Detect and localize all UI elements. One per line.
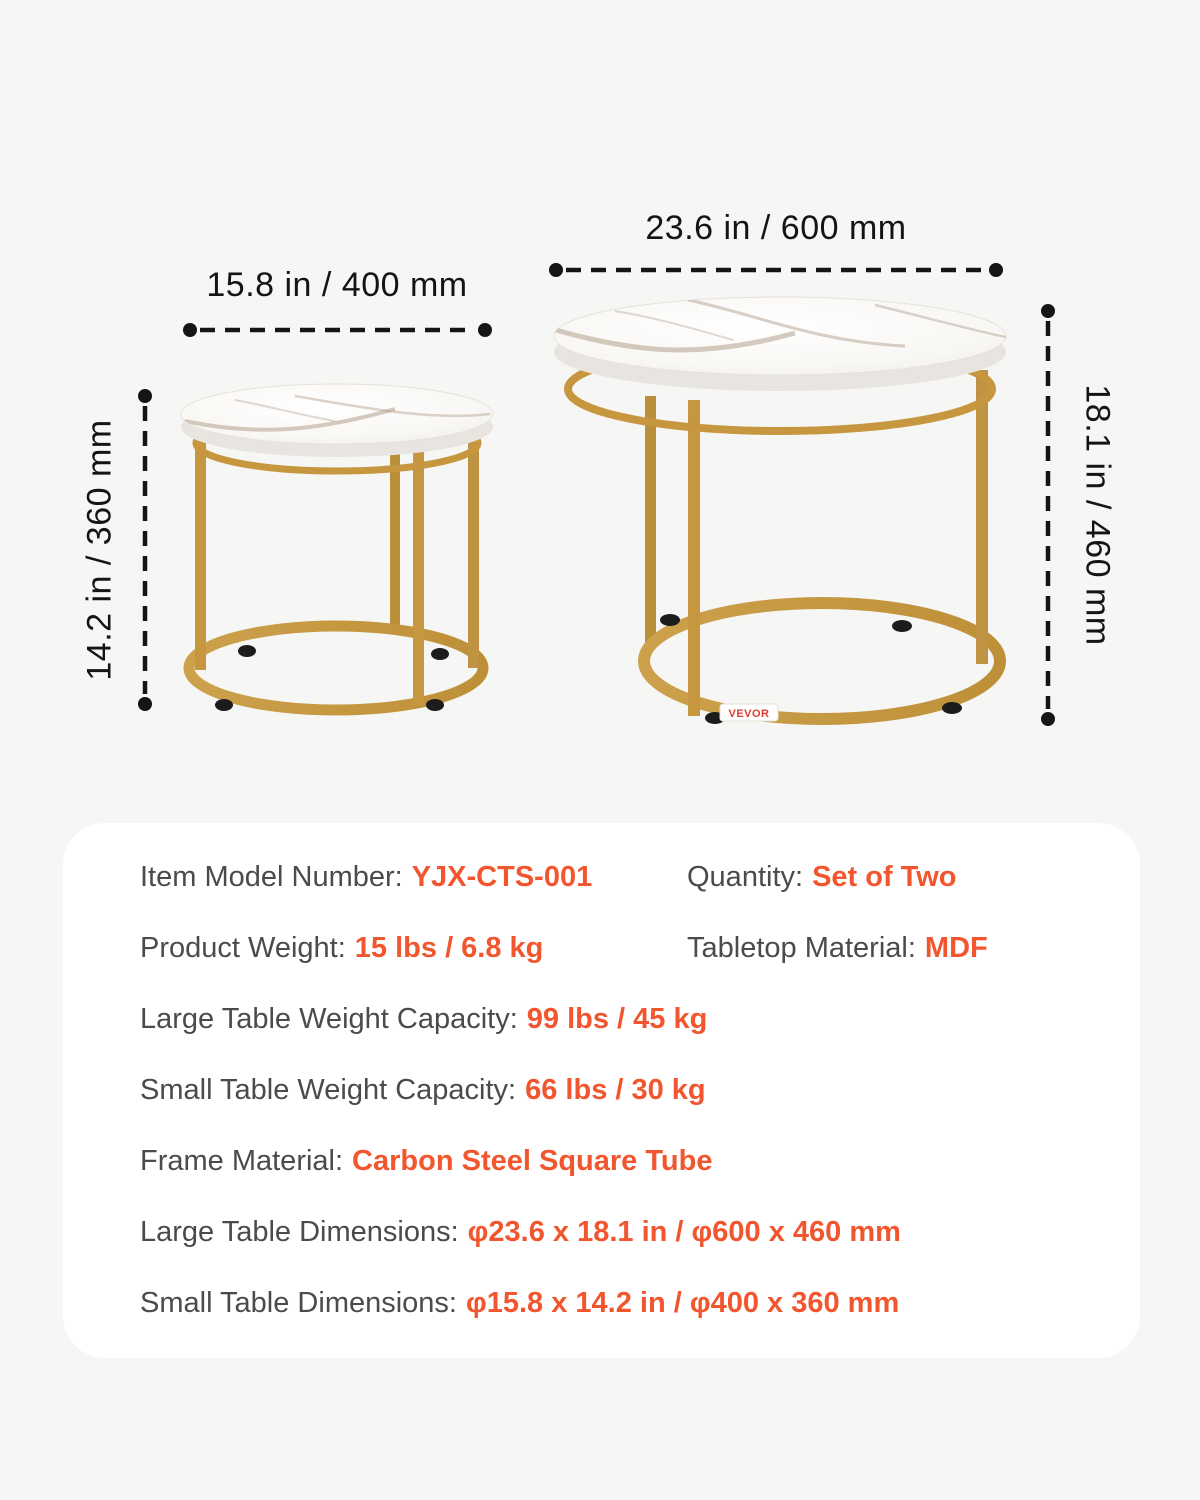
spec-value: 15 lbs / 6.8 kg (354, 932, 544, 964)
small-tabletop (181, 384, 493, 444)
spec-panel (63, 823, 1140, 1358)
spec-value: 66 lbs / 30 kg (525, 1074, 706, 1106)
spec-item-tabletop-material (687, 930, 988, 966)
small-table (181, 384, 493, 711)
spec-value: MDF (924, 932, 988, 964)
spec-item-small-capacity (140, 1072, 706, 1108)
spec-label: Large Table Weight Capacity: (140, 1003, 518, 1035)
small-table-foot (426, 699, 444, 711)
spec-item-product-weight (140, 930, 687, 966)
spec-label: Tabletop Material: (687, 932, 916, 964)
small-table-leg-left (195, 436, 206, 670)
small-table-base-ring (189, 626, 483, 710)
spec-value: φ15.8 x 14.2 in / φ400 x 360 mm (466, 1287, 900, 1319)
spec-label: Item Model Number: (140, 861, 403, 893)
spec-item-large-dimensions (140, 1214, 901, 1250)
large-table-foot (892, 620, 912, 632)
spec-label: Small Table Weight Capacity: (140, 1074, 517, 1106)
spec-value: YJX-CTS-001 (411, 861, 593, 893)
spec-value: Set of Two (812, 861, 957, 893)
large-table-width-label: 23.6 in / 600 mm (645, 209, 907, 247)
spec-label: Frame Material: (140, 1145, 344, 1177)
small-table-leg-back (390, 446, 400, 626)
brand-badge (720, 704, 778, 721)
spec-value: 99 lbs / 45 kg (526, 1003, 708, 1035)
small-table-height-label: 14.2 in / 360 mm (80, 419, 119, 681)
spec-item-model-number (140, 859, 687, 895)
large-table-height-label: 18.1 in / 460 mm (1078, 384, 1117, 646)
large-table-leg-front (688, 400, 700, 716)
spec-label: Quantity: (687, 861, 804, 893)
large-table-leg-back (645, 396, 656, 646)
spec-row (140, 1214, 1100, 1250)
dimension-line-small-height (138, 389, 152, 711)
small-table-leg-front (413, 448, 424, 706)
spec-item-small-dimensions (140, 1285, 899, 1321)
large-table (554, 297, 1006, 724)
spec-item-frame-material (140, 1143, 712, 1179)
small-table-foot (238, 645, 256, 657)
small-table-foot (215, 699, 233, 711)
large-table-foot (942, 702, 962, 714)
spec-label: Small Table Dimensions: (140, 1287, 457, 1319)
spec-row (140, 930, 1100, 966)
spec-row (140, 1072, 1100, 1108)
spec-value: φ23.6 x 18.1 in / φ600 x 460 mm (467, 1216, 901, 1248)
spec-value: Carbon Steel Square Tube (352, 1145, 713, 1177)
spec-row (140, 1285, 1100, 1321)
small-table-leg-right (468, 438, 479, 668)
dimension-line-large-width (549, 263, 1003, 277)
spec-item-quantity (687, 859, 957, 895)
large-table-foot (660, 614, 680, 626)
spec-item-large-capacity (140, 1001, 707, 1037)
large-table-leg-right (976, 370, 988, 664)
spec-row (140, 1001, 1100, 1037)
spec-label: Product Weight: (140, 932, 346, 964)
spec-row (140, 1143, 1100, 1179)
small-table-width-label: 15.8 in / 400 mm (206, 266, 468, 304)
spec-label: Large Table Dimensions: (140, 1216, 459, 1248)
dimension-line-small-width (183, 323, 492, 337)
small-table-foot (431, 648, 449, 660)
spec-row (140, 859, 1100, 895)
dimension-line-large-height (1041, 304, 1055, 726)
brand-badge-text: VEVOR (728, 708, 770, 720)
